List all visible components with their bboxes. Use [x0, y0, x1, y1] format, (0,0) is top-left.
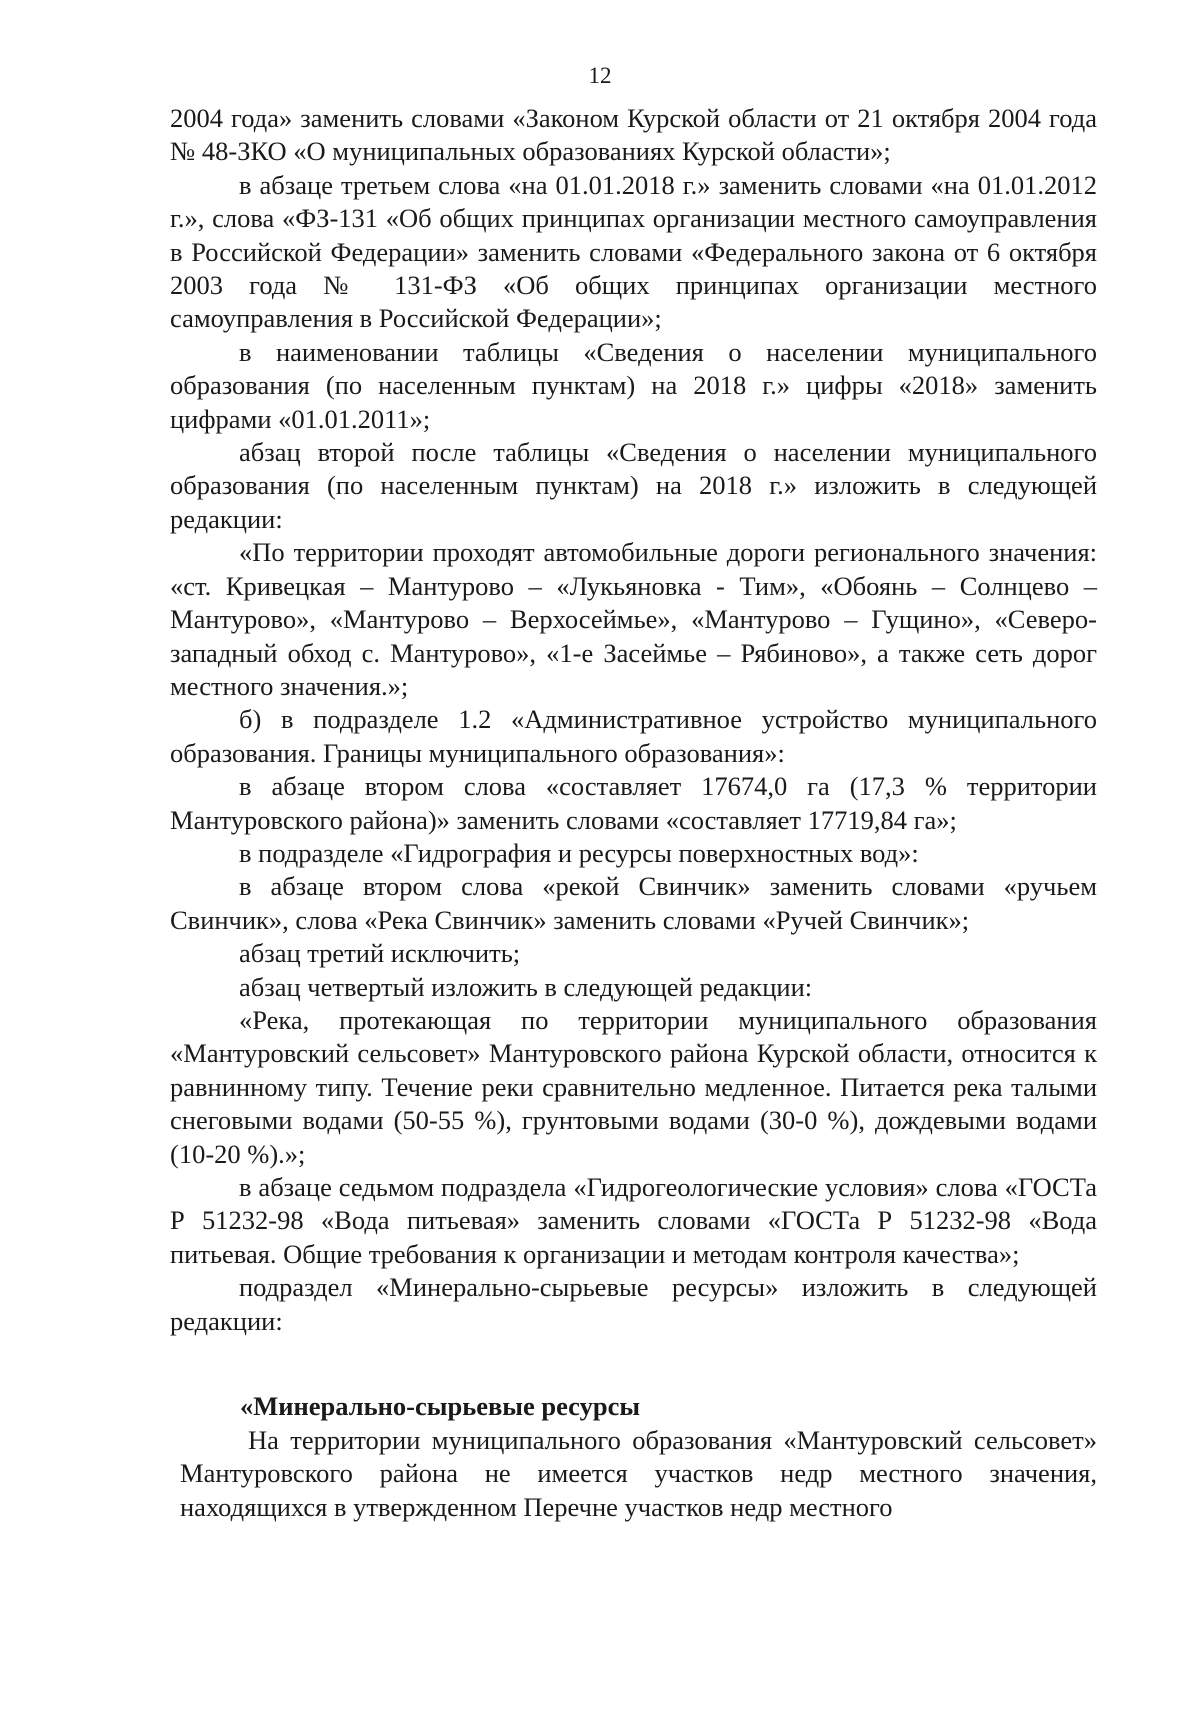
paragraph: в абзаце втором слова «составляет 17674,0 га (17,3 % территории Мантуровского района)» заменить словами «составляет 17719,84 га»; — [170, 771, 1097, 835]
paragraph: подраздел «Минерально-сырьевые ресурсы» изложить в следующей редакции: — [170, 1272, 1097, 1336]
section-heading: «Минерально-сырьевые ресурсы — [240, 1391, 641, 1422]
page-number: 12 — [588, 63, 612, 88]
paragraph: б) в подразделе 1.2 «Административное устройство муниципального образования. Границы муниципального образования»: — [170, 704, 1097, 768]
paragraph-continuation: 2004 года» заменить словами «Законом Курской области от 21 октября 2004 года № 48-ЗКО «О муниципальных образованиях Курской области»; — [170, 103, 1097, 167]
paragraph: «По территории проходят автомобильные дороги регионального значения: «ст. Кривецкая – Мантурово – «Лукьяновка - Тим», «Обоянь – Солнцево – Мантурово», «Мантурово – Верхосеймье», «Мантурово – Гущино», «Северо-западный обход с. Мантурово», «1-е Засеймье – Рябиново», а также сеть дорог местного значения.»; — [170, 537, 1097, 701]
paragraph: в абзаце седьмом подраздела «Гидрогеологические условия» слова «ГОСТа Р 51232-98 «Вода питьевая» заменить словами «ГОСТа Р 51232-98 «Вода питьевая. Общие требования к организации и методам контроля качества»; — [170, 1172, 1097, 1269]
paragraph: в абзаце втором слова «рекой Свинчик» заменить словами «ручьем Свинчик», слова «Река Свинчик» заменить словами «Ручей Свинчик»; — [170, 871, 1097, 935]
section-paragraph: На территории муниципального образования «Мантуровский сельсовет» Мантуровского района не имеется участков недр местного значения, находящихся в утвержденном Перечне участков недр местного — [180, 1425, 1097, 1522]
paragraph: в абзаце третьем слова «на 01.01.2018 г.» заменить словами «на 01.01.2012 г.», слова «ФЗ-131 «Об общих принципах организации местного самоуправления в Российской Федерации» заменить словами «Федерального закона от 6 октября 2003 года № 131-ФЗ «Об общих принципах организации местного самоуправления в Российской Федерации»; — [170, 169, 1097, 334]
paragraph: абзац четвертый изложить в следующей редакции: — [239, 971, 813, 1002]
document-body — [170, 102, 1097, 1524]
paragraph: абзац второй после таблицы «Сведения о населении муниципального образования (по населенным пунктам) на 2018 г.» изложить в следующей редакции: — [170, 437, 1097, 534]
paragraph: «Река, протекающая по территории муниципального образования «Мантуровский сельсовет» Мантуровского района Курской области, относится к равнинному типу. Течение реки сравнительно медленное. Питается река талыми снеговыми водами (50-55 %), грунтовыми водами (30-0 %), дождевыми водами (10-20 %).»; — [170, 1004, 1097, 1169]
paragraph: абзац третий исключить; — [239, 938, 521, 969]
paragraph: в подразделе «Гидрография и ресурсы поверхностных вод»: — [239, 837, 919, 868]
paragraph: в наименовании таблицы «Сведения о населении муниципального образования (по населенным пунктам) на 2018 г.» цифры «2018» заменить цифрами «01.01.2011»; — [170, 336, 1097, 434]
